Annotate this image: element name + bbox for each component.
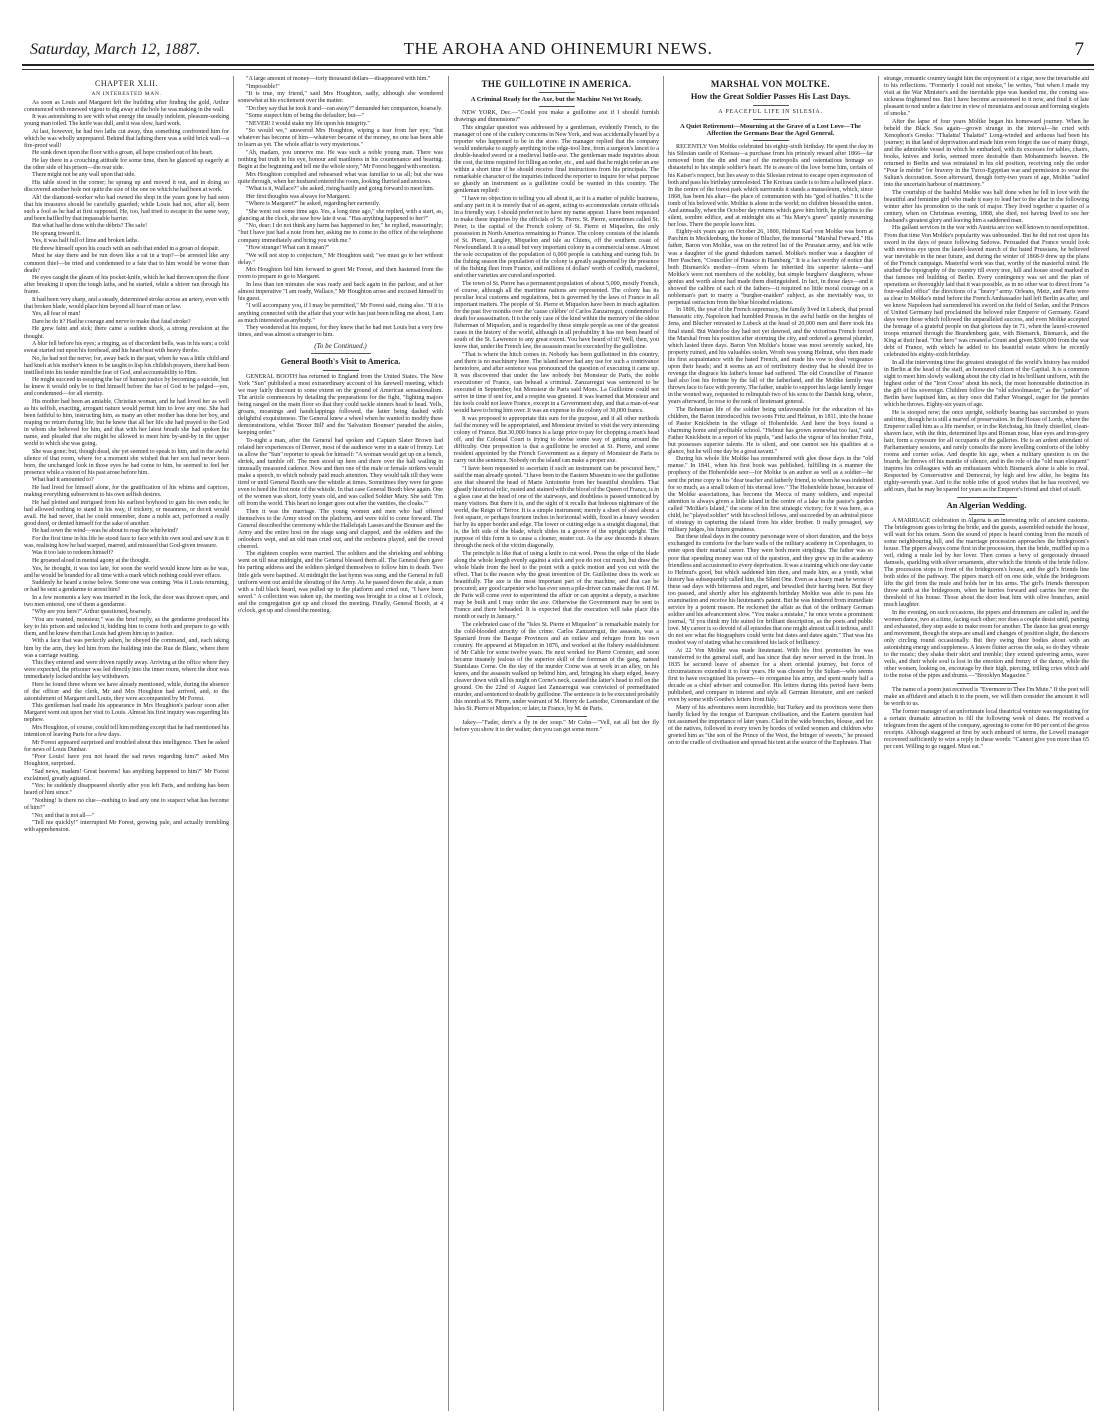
paragraph: There might not be any wall upon that side.	[32, 172, 136, 179]
paragraph: The name of a poem just received is "Evermore to Thee I'm Mute." If the poet will make an affidavit and attach it to the poem, we will then consider the amount it will be worth to us.	[884, 687, 1089, 708]
paragraph: This they entered and were driven rapidly away. Arriving at the office where they were expected, the prisoner was led directly into the inner room, where the door was immediately locked and the key withdrawn.	[24, 660, 229, 681]
paragraph: "Tell me quickly!" interrupted Mr Forest, growing pale, and actually trembling with apprehension.	[24, 820, 229, 834]
column-3-guillotine	[454, 76, 659, 1411]
paragraph: As soon as Louis and Margaret left the building after finding the gold, Arthur commenced with renewed vigour to dig away at the hole he was making in the wall.	[24, 99, 229, 113]
paragraph: Yes, he thought, it was too late, for soon the world would know him as he was, and he would be branded for all time with a mark which nothing could ever efface.	[24, 565, 229, 579]
paragraph: Mr Forest appeared surprised and troubled about this intelligence. Then he asked for news of Louis Dunbar.	[24, 739, 229, 753]
section-rule	[323, 370, 359, 371]
section-rule	[957, 683, 1017, 684]
paragraph: The courtship of the bashful Moltke was half done when he fell in love with the beautiful and feminine girl who made it easy to lead her to the altar in the following winter after his promotion to the rank of major. They lived together a quarter of a century, when on Christmas evening, 1868, she died, not having lived to see her husband's greatest glory and leaving him a saddened man.	[884, 189, 1089, 224]
column-divider	[663, 76, 664, 1411]
paragraph: Then it was the marriage. The young women and men who had offered themselves to the Army stood on the platform, and were told to come forward. The General described the ceremony while the Hallelujah Lasses and the Bounser and the Army and the entire host on the stage sang and clapped, and the soldiers and the onlookers wept, and an old man cried out, and the orchestra played, and the crowd cheered.	[238, 508, 443, 550]
section-rule	[539, 92, 575, 93]
paragraph: "Yes; he suddenly disappeared shortly after you left Paris, and nothing has been heard of him since."	[24, 783, 229, 797]
masthead-rule	[22, 69, 1094, 70]
chapter-heading: CHAPTER XLII.	[95, 79, 158, 88]
paragraph: He threw himself upon his couch with an oath that ended in a groan of despair.	[32, 245, 220, 252]
paragraph: "It is true, my friend," said Mrs Houghton, sadly, although she wondered somewhat at his excitement over the matter.	[238, 91, 443, 105]
paragraph: "Impossible!"	[246, 83, 280, 90]
paragraph: Was it too late to redeem himself?	[32, 550, 114, 557]
section-rule	[753, 119, 789, 120]
paragraph: "No, dear; I do not think any harm has happened to her," he replied, reassuringly; "but I have just had a note from her, asking me to come to the office of the telephone company immediately and bring you with me."	[238, 223, 443, 244]
paragraph: NEW YORK, Dec.—"Could you make a guillotine axe if I should furnish drawings and dimensions?"	[454, 110, 659, 124]
paragraph: GENERAL BOOTH has returned to England from the United States. The New York "Sun" published a most extraordinary account of his farewell meeting, which we may fairly discount to some extent on the ground of American sensationalism. The article commences by detailing the preparations for the fight, "fighting majors being ranged on the main floor so that they could tackle sinners head to head. Yells, groans, moanings and handclappings followed, the latter being dashed with delightful exquisiteness. The General knew a wheel when he wanted to modify these demonstrations, whilst 'Boxer Bill' and the 'Salvation Bounser' paraded the aisles, keeping order."	[238, 373, 443, 437]
article-caption: A PEACEFUL LIFE IN SILESIA.	[718, 108, 823, 115]
column-1-serial-story	[24, 76, 229, 1411]
paragraph: He might succeed in escaping the bar of human justice by becoming a suicide, but he knew it would only be to find himself before the bar of God to be judged—yes, and condemned—for all eternity.	[24, 377, 229, 398]
section-rule	[753, 105, 789, 106]
paragraph: Mrs Houghton, of course, could tell him nothing except that he had mentioned his intention of leaving Paris for a few days.	[24, 725, 229, 739]
paragraph: At last, however, he had two laths cut away, thus something confronted him for which he was wholly unprepared. Behind that lathing there was a solid brick wall—a fire-proof wall!	[24, 128, 229, 149]
paragraph: "Sad news, madam! Great heavens! has anything happened to him?" Mr Forest exclaimed, greatly agitated.	[24, 768, 229, 782]
article-title-moltke: MARSHAL VON MOLTKE.	[710, 79, 831, 89]
article-title-guillotine: THE GUILLOTINE IN AMERICA.	[481, 79, 632, 89]
paragraph: But these ideal days in the country parsonage were of short duration, and the boys exchanged its comforts for the bare walls of the military academy in Copenhagen, to enter upon their martial career. They were both mere striplings. The father was so poor that spending money was out of the question, and they grew up in the academy friendless and accustomed to every deprivation. It was a training which one day came to Helmut's good, but which saddened him then, and made him, as a youth, what history has subsequently called him, the Silent One. Even as a hoary man he wrote of these sad days with bitterness and regret, and bewailed their having been. But they too passed, and shortly after his eighteenth birthday Moltke was able to pass his examination and receive his lieutenant's patent. But he was hindered from immediate service by a potent reason. He reckoned the affair as that of the ordinary German soldier and his advancement slow. "You make a mistake," he once wrote a prominent journal, "if you think my life suited for brilliant description, as the poets and public love. My career is so devoid of all episodes that one might almost call it tedious, and I do not see what the biographers could write but dates and dates again." That was his modest way of stating what he considered his lack of brilliancy.	[668, 534, 873, 647]
paragraph: Dare he do it? Had he courage and nerve to make that fatal stroke?	[32, 318, 191, 325]
paragraph: It had been very sharp, and a steady, determined stroke across an artery, even with that broken blade, would place him beyond all fear of man or law.	[24, 296, 229, 310]
paragraph: "She went out some time ago. Yes, a long time ago," she replied, with a start, as, glancing at the clock, she saw how late it was. "Has anything happened to her?"	[238, 208, 443, 222]
chapter-subtitle: AN INTERESTED MAN.	[91, 91, 162, 97]
column-divider	[233, 76, 234, 1411]
paragraph: "Why are you here?" Arthur questioned, hoarsely.	[32, 609, 152, 616]
article-subtitle: How the Great Soldier Passes His Last Days.	[690, 92, 851, 101]
paragraph: Mrs Houghton complied and rehearsed what was familiar to us all; but she was quite through, when her husband entered the room, looking flurried and anxious.	[238, 171, 443, 185]
paragraph: "What is it, Wallace?" she asked, rising hastily and going forward to meet him.	[246, 186, 435, 193]
section-rule	[957, 497, 1017, 498]
column-divider	[878, 76, 879, 1411]
newspaper-title: THE AROHA AND OHINEMURI NEWS.	[403, 39, 713, 58]
paragraph: During his whole life Moltke has remembered with glee those days in the "old manse." In 1841, when his first book was published, fulfilling in a manner the prophecy of the Hohenfelde seer—for Moltke is an author as well as a soldier—he sent the prime copy to his "dear teacher and fatherly friend, to whom he was indebted for so much, as a small token of his eternal love." The Hohenfelde house, because of the Moltke associations, has become the Mecca of many soldiers, and especial attention is always given a little island in the centre of a lake in the pastor's garden called "Moltke's Island," the scene of his first strategic victory; for it was here, as a child, he "played soldier" with his school fellows, and succeeded by an admiral piece of strategy in capturing the island from his elder brother. It really presaged, say military judges, his future greatness.	[668, 456, 873, 533]
paragraph: A blur fell before his eyes; a ringing, as of discordant bells, was in his ears; a cold sweat started out upon his forehead, and his heart beat with heavy throbs.	[24, 341, 229, 355]
masthead	[22, 38, 1094, 66]
column-2-story-continued	[238, 76, 443, 1411]
paragraph: It was proposed to appropriate this sum for the purpose, and if all other methods fail the money will be appropriated, and Monsieur invited to visit the very interesting colony of France. But 30,000 francs is a large price to pay for chopping a man's head off, and the Colonial Court is trying to devise some way of getting around the difficulty. One proposition is that a guillotine be erected at St. Pierre, and some resident appointed by the French Government as a deputy of Monsieur de Paris to carry out the sentence. Nobody on the island can make a proper axe.	[454, 415, 659, 465]
paragraph: His gallant services in the war with Austria are too well known to need repetition. From that time Von Moltke's popularity was unbounded. But he did not rest upon his sword in the days of peace following Sedowa. Persuaded that France would look with envious eye upon the laurel-leaved march of the hated Prussians, he believed war inevitable in the near future, and during the winter of 1868-9 drew up the plans of the French campaign. Masterful work was that, worthy of the masterful mind. He studied the topography of the country till every tree, hill and house stood marked in that famous red building of Berlin. Every contingency was set and the plan of operations so thoroughly laid that it was possible, as in no other war to direct from "a four-walled office" the directions of a "heavy" army. Orleans, Metz, and Paris were as clear to Moltke's mind before the French Ambassador had left Berlin as after, and we know Napoleon had surrendered his sword on the field of Sedan, and the Princes of United Germany had proclaimed the beloved ruler Emperor of Germany. Grand days were those which followed the unparalleled success, and even Moltke accepted the homage of a grateful people on that glorious day in 71, when the laurel-crowned troops returned through the Brandenburg gate, with Bismarck, Bismarck, and the King at their head. "Our hero" was created a Count and given $300,000 from the war debt of France, with which he added to his beautiful estate where he recently celebrated his eighty-sixth birthday.	[884, 225, 1089, 359]
section-rule	[311, 353, 371, 354]
paragraph: This singular question was addressed by a gentleman, evidently French, to the manager of one of the cutlery concerns in New York, and was accidentally heard by a reporter who happened to be in the store. The manager replied that the company would undertake to supply anything in the edge-tool line, from a surgeon's lancet to a double-headed sword or a medieval battle-axe. The gentleman made inquiries about the cost, the time required for filling an order, etc., and said that he might order an axe within a short time if he should receive final instructions from his principals. The remarkable character of the inquiries induced the reporter to inquire for what purpose so ghastly an instrument as a guillotine could be wanted in this country. The gentleman replied:	[454, 125, 659, 195]
paragraph: At 22 Von Moltke was made lieutenant. With his first promotion he was transferred to the general staff, and has since that day never served in the front. In 1835 he secured leave of absence for a short oriental journey, but force of circumstances extended it to four years. He was chosen by the Sultan—who seems first to have recognised his powers—to reorganise his army, and spent nearly half a decade as a chief adviser and counsellor. His letters during this period have been published, and compare in interest and style all German literature, and are ranked even by some with Goethe's letters from Italy.	[668, 647, 873, 703]
paragraph: "Nothing! Is there no clue—nothing to lead any one to suspect what has become of him?"	[24, 798, 229, 812]
paragraph: "A large amount of money—forty thousand dollars—disappeared with him."	[246, 76, 431, 82]
paragraph: Suddenly he heard a noise below. Some one was coming. Was it Louis returning, or had he sent a gendarme to arrest him?	[24, 580, 229, 594]
paragraph: He eyes caught the gleam of his pocket-knife, which he had thrown upon the floor after breaking it upon the tough laths, and he started, while a shiver ran through his frame.	[24, 275, 229, 296]
issue-date: Saturday, March 12, 1887.	[30, 41, 201, 58]
paragraph: "We will not stop to conjecture," Mr Houghton said; "we must go to her without delay."	[238, 252, 443, 266]
paragraph: It was astonishing to see with what energy the usually indolent, pleasure-seeking young man toiled. The knife was dull, and it was slow, hard work.	[24, 114, 229, 128]
paragraph: A MARRIAGE celebration in Algeria is an interesting relic of ancient customs. The bridegroom goes to bring the bride, and the guests, assembled outside the house, will wait for his return. Soon the sound of pipes is heard coming from the mouth of some neighbouring hill, and the marriage procession approaches the bridegroom's house. The pipers always come first in the procession, then the bride, muffled up in a veil, riding a mule led by her lover. Then comes a bevy of gorgeously dressed damsels, sparkling with silver ornaments, after which the friends of the bride follow. The procession stops in front of the bridegroom's house, and the girl's friends line both sides of the pathway. The pipers march off on one side, while the bridegroom lifts the girl from the mule and holds her in his arms. The girl's friends thereupon throw earth at the bridegroom, when he hurries forward and carries her over the threshold of his house. Those about the door beat him with olive branches, amid much laughter.	[884, 517, 1089, 609]
paragraph: Must he stay there and be run down like a rat in a trap?—be arrested like any common thief—be tried and condemned to a fate that to him would be worse than death?	[24, 253, 229, 274]
paragraph: Eighty-six years ago on October 26, 1800, Helmut Karl von Moltke was born at Parchim in Mecklenburg, the home of Blucher, the immortal "Marshal Forward." His father, Baron von Moltke, was on the retired list of the Prussian army, and his wife was a daughter of the grand dukedom named. Moltke's mother was a daughter of Herr Paschen, "Councillor of Finance in Hamburg." It is a fact worthy of notice that both Bismarck's mother—from whom he inherited his superior talents—and Moltke's were not members of the nobility, but simple burghers' daughters, whose genius and worth alone had made them distinguished. In fact, in those days—and it showed the calibre of each of the fathers—it required no little moral courage on a nobleman's part to marry a "burgher-maiden" subject, as she inevitably was, to perpetual ostracism from the blue blooded relations.	[668, 229, 873, 306]
paragraph: His table stood in the corner; he sprang up and moved it out, and in doing so discovered another hole not quite the size of the one on which he had been at work.	[24, 180, 229, 194]
paragraph: "How strange! What can it mean?"	[246, 245, 330, 252]
paragraph: The Bohemian life of the soldier being unfavourable for the education of his children, the Baron introduced his two sons Fritz and Helmut, in 1811, into the house of Pastor Knickbein in the village of Hohenfelde. And here the boys found a charming home and profitable school. "Helmut has grown somewhat too fast," said Father Knickbein in a report of his pupils, "and lacks the vigour of his brother Fritz, but possesses superior talents. He is silent, and one cannot see his qualities at a glance, but he will one day be a great savant."	[668, 406, 873, 455]
paragraph: Mrs Houghton bid him forward to greet Mr Forest, and then hastened from the room to prepare to go to Margaret.	[238, 267, 443, 281]
paragraph: He grew faint and sick; there came a sudden shock, a strong revulsion at the thought.	[24, 326, 229, 340]
paragraph: In all the intervening time the greatest strategist of the world's history has resided in Berlin at the head of the staff, an honoured citizen of the Capital. It is a common sight to meet him slowly walking about the city clad in his brilliant uniform, with the highest order of the "Iron Cross" about his neck, the most honourable distinction in the gift of his sovereign. Children follow the "old schoolmaster," as the "junker" of Berlin have baptised him, as they once did Father Wrangel, eager for the pennies which he throws. Eighty-six years of age.	[884, 359, 1089, 409]
paragraph: "I have no objection to telling you all about it, as it is a matter of public business, and any part in it is merely that of an agent, acting to accommodate certain officials in a friendly way. I should prefer not to have my name appear. I have been requested to make these inquiries by the officials of St. Pierre. St. Pierre, sometimes called St. Peter, is the capital of the French colony of St. Pierre et Miquelon, the only possession in North America remaining to France. The colony consists of the islands of St. Pierre, Langley, Miquelon and isle au Chiens, off the southern coast of Newfoundland. It is a small but very important colony in a commercial sense. Almost the sole occupation of the population of 6,000 people is catching and curing fish. In the fishing season the population of the colony is greatly augmented by the presence of the fishing fleet from France, and millions of dollars' worth of codfish, mackerel, and other varieties are cured and exported.	[454, 195, 659, 280]
column-5-moltke-continued	[884, 76, 1089, 1411]
article-title-algerian-wedding: An Algerian Wedding.	[946, 501, 1027, 511]
paragraph: "Ah, madam, you unnerve me. He was such a noble young man. There was nothing but truth in his eye, honour and manliness in his countenance and bearing. Begin at the beginning and tell me the whole story," Mr Forest begged with emotion.	[238, 149, 443, 171]
paragraph: Her first thoughts was always for Margaret.	[246, 193, 351, 200]
paragraph: The former manager of an unfortunate local theatrical venture was negotiating for a certain dramatic attraction to fill the following week of dates. He received a telegram from the agent of the company, agreeing to come for 80 per cent of the gross receipts. Although staggered at first by such unheard of terms, the Lowell manager recovered sufficiently to wire a reply in these words: "Cannot give you more than 65 per cent. Willing to go ragged. Must eat."	[884, 708, 1089, 751]
paragraph: With a face that was perfectly ashen, he obeyed the command, and, each taking him by the arm, they led him from the building into the Rue de Blanc, where there was a carriage waiting.	[24, 638, 229, 659]
joke-paragraph: Jakey—"Fader, dere's a fly in der soup." Mr Cohn—"Vell, eat all but der fly before you show it to der walter; den you can get some more."	[454, 720, 659, 734]
paragraph: Ah! the diamond-worker who had owned the shop in the years gone by had seen that his treasures should be carefully guarded; while Louis had not, after all, been such a fool as he had at first supposed. He, too, had tried to escape in the same way, and been baffled by that impassable barrier.	[24, 194, 229, 222]
section-rule	[539, 106, 575, 107]
paragraph: He sprang toward it.	[32, 230, 81, 237]
paragraph: He is stooped now; the once upright, soldierly bearing has succumbed to years and time, though he is still a marvel of preservation. In the House of Lords, where the Emperor called him as a life member, or in the Reichstag, his finely chiselled, clean-shaven face, with the thin, determined lips and Roman nose, blue eyes and iron-grey hair, form a cynosure for all occupants of the galleries. He is an ardent attendant of Parliamentary sessions, and rarely consults the more levelling comforts of the lobby rooms and corner sofas. And despite his age, when a military question is on the boards, he throws off his mantle of silence, and in the role of the "old man eloquent" inspires his colleagues with an enthusiasm which Bismarck alone is able to rival. Respected by Conservative and Democrat, by high and low alike, he begins his eighty-seventh year. And to the noble tribe of good wishes that he has received, we add ours, that he may be spared for years as the Emperor's friend and chief of staff.	[884, 409, 1089, 494]
paragraph: To-night a man, after the General had spoken and Captain Slater Brown had related her experiences of Denver, most of the audience were in a state of frenzy. Let us allow the "Sun" reporter to speak for himself: "A woman would get up on a bench, shriek, and tumble off. The men stood up here and there over the hall wailing in unusually measured cadence. Now and then one of the male or female strikers would make a speech, to which nobody paid much attention. They would talk till they were tired or until General Booth saw the whistle at times. Sometimes they were far gone even to heed the first note of the whistle. In that case General Booth blew again. One of the women was short, forty years old, and was called Soldier Mary. She said: 'I'm off from the world. This heart no longer goes out after the vanities, the cloaks.'"	[238, 437, 443, 508]
paragraph: He had lived for himself alone, for the gratification of his whims and caprices, making everything subservient to his own selfish desires.	[24, 484, 229, 499]
paragraph: His mother had been an amiable, Christian woman, and he had loved her as well as his selfish, exacting, arrogant nature would permit him to love any one. She had been faithful to him, instructing him, as many an other mother has done her boy, and reaping no return during life; but he knew that all her life she had prayed to the God in whom she believed for him, and that with her latest breath she had spoken his name, and pleaded that she might be allowed to meet him by-and-by in the upper world to which she was going.	[24, 398, 229, 448]
paragraph: He groaned aloud in mental agony at the thought.	[32, 557, 151, 564]
paragraph: This gentleman had made his appearance in Mrs Houghton's parlour soon after Margaret went out upon her visit to Louis. Almost his first inquiry was regarding his nephew.	[24, 703, 229, 724]
paragraph: The celebrated case of the "Isles St. Pierre et Miquelon" is remarkable mainly for the cold-blooded atrocity of the crime. Carlos Zanzarregui, the assassin, was a Spaniard from the Basque Provinces and an outlaw and refugee from his own country. He appeared at Miquelon in 1876, and worked at the fishery establishment of Mr Cable for some twelve years. He next worked for Pierre Cormier, and soon became insanely jealous of the superior skill of the foreman of the gang, named Stanislaus Corne. On the day of the murder Corne was at work in an alley, on his knees, and the assassin walked up behind him, and, bringing his sharp edged, heavy cleaver down with all his might on Corne's neck, caused the latter's head to roll on the ground. On the 22nd of August last Zanzarregui was convicted of premeditated murder, and sentenced to death by guillotine. The sentence is to be executed probably this month at St. Pierre, under warrant of M. Henry de Lamothe, Commandant of the Isles St. Pierre et Miquelon; or later, in France, by M. de Paris.	[454, 621, 659, 713]
column-4-von-moltke	[668, 76, 873, 1411]
paragraph: Many of his adventures seem incredible, but Turkey and its provinces were then hardly licked by the tongue of European civilisation, and the Eastern question had not assumed the importance of later years. Clad in the wide breeches, blouse, and fez of the natives, followed in every town by hordes of veiled women and children who greeted him as "the son of the Prince of the West, the bringer of sweets," he pressed on to the cradle of civilisation and spread his tent at the source of the Euphrates. That	[668, 704, 873, 746]
paragraph: "I have been requested to ascertain if such an instrument can be procured here," said the man already quoted. "I have been to the Eastern Museum to see the guillotine axe that sheared the head of Marie Antoinette from her beautiful shoulders. That ghastly historical relic, rusted and stained with the blood of the Queen of France, is in a glass case at the head of one of the stairways, and doubtless is passed unnoticed by many visitors. But there it is, and the sight of it recalls that hideous nightmare of the world, the Reign of Terror. It is a simple instrument; merely a sheet of steel about a foot square, or perhaps fourteen inches in horizontal width, fixed in a heavy wooden bar by its upper border and edge. The lower or cutting edge is a straight diagonal, that is, the left side of the blade, which slides in a groove of the upright upright. The purpose of this form is to cause a cleaner, neater cut. As the axe descends it shears through the neck of the victim diagonally.	[454, 465, 659, 550]
paragraph: He had plotted and intrigued from his earliest boyhood to gain his own ends; he had allowed nothing to stand in his way, if trickery, or meanness, or deceit would avail. He had never, that he could remember, done a noble act, performed a really good deed, or denied himself for the sake of another.	[24, 499, 229, 527]
article-subtitle: A Criminal Ready for the Axe, but the Machine Not Yet Ready.	[470, 96, 643, 103]
paragraph: But what had he done with the débris? The safe!	[32, 223, 148, 230]
paragraph: Yes, all fear of man!	[32, 311, 81, 318]
paragraph: The town of St. Pierre has a permanent population of about 5,000, mostly French, of course, although all the maritime nations are represented. The colony has its peculiar local customs and regulations, but is governed by the laws of France in all important matters. The people of St. Pierre et Miquelon have been in much agitation for the past five months over the 'cause célèbre' of Carlos Zanzarregui, condemned to death for assassination. It is the only case of the kind within the memory of the oldest fisherman of Miquelon, and is regarded by these simple people as one of the greatest cases in the history of the world, although in all probability it has not been heard of south of the St. Lawrence to any great extent. You have heard of it? Well, then, you know that, under the French law, the assassin must be executed by the guillotine.	[454, 281, 659, 351]
section-rule	[753, 140, 789, 141]
section-rule	[527, 716, 587, 717]
paragraph: Yes, it was half full of lime and broken laths.	[32, 238, 139, 245]
paragraph: "I will accompany you, if I may be permitted," Mr Forest said, rising also. "If it is anything connected with the affair that your wife has just been telling me about, I am as much interested as anybody."	[238, 303, 443, 324]
paragraph: He had sown the wind—was he about to reap the whirlwind?	[32, 528, 178, 535]
page-number: 7	[1074, 39, 1084, 60]
article-title-booth: General Booth's Visit to America.	[280, 357, 401, 367]
paragraph: What had it amounted to?	[32, 477, 94, 484]
paragraph: She was gone; but, though dead, she yet seemed to speak to him, and in the awful silence of that room, where for a moment she wished that her son had never been born, the unchanged look in those eyes he had come to him, he seemed to feel her presence while a vision of his past arose before him.	[24, 448, 229, 476]
paragraph: They wondered at his request, for they knew that he had met Louis but a very few times, and was almost a stranger to him.	[238, 325, 443, 339]
paragraph: "That is where the hitch comes in. Nobody has been guillotined in this country, and there is no machinery here. The island never had any use for such a contrivance heretofore, and after sentence was pronounced the question of executing it came up. It was discovered that under the law nobody but Monsieur de Paris, the noble executioner of France, can behead a criminal. Zanzarregui was sentenced to be executed in September, but Monsieur de Paris said Mons. La Guillotine could not arrive in time if sent for, and a respite was granted. It was learned that Monsieur and his tools could not leave France, except in a Government ship, and that a man-of-war would have to bring him over. It was an expense to the colony of 30,000 francs.	[454, 352, 659, 415]
column-divider	[448, 76, 449, 1411]
paragraph: RECENTLY Von Moltke celebrated his eighty-sixth birthday. He spent the day in his Silesian castle of Kreisau—a purchase from his princely reward after 1866—far removed from the din and roar of the metropolis and ostentatious homage so distasteful to his simple soldier's heart. He is aware of the love borne him, certain of his Kaiser's respect, but lies away to this Silesian retreat to escape open expression of both and pass his birthday unmolested. The Kreisau castle is to him a hallowed place. In the centre of the forest park which surrounds it stands a mausoleum, which, since 1868, has been his altar—the place of communion with his "god of battles." It is the tomb of his beloved wife. Moltke is alone in the world; no children blessed the union. And annually, when the October day returns which gave him birth, he pilgrims to the silent, sombre edifice, and at midnight sits at "his Mary's grave" quietly mourning her loss. There the people leave him.	[668, 144, 873, 228]
paragraph: "So would we," answered Mrs Houghton, wiping a tear from her eye; "but whatever has become of him—whatever became of the money, no one has been able to learn as yet. The whole affair is very mysterious."	[238, 128, 443, 149]
paragraph: The eighteen couples were married. The soldiers and the shrieking and sobbing went on till near midnight, and the General blessed them all. The General then gave his parting address and the soldiers pledged themselves to follow him to death. Two little girls were baptised. At midnight the last hymn was sung, and the General in full uniform went out amid the shouting of the Army. As he passed down the aisle, a man with a full black beard, was pulled up to the platform and cried out, "I have been saved." A collection was taken up, the meeting was brought to a close at 1 o'clock, and the congregation got up and closed the meeting. Finally, General Booth, at 4 o'clock, got up and closed the meeting.	[238, 551, 443, 614]
paragraph: "Some suspect him of being the defaulter; but—"	[246, 113, 365, 120]
paragraph: "Where is Margaret?" he asked, regarding her earnestly.	[246, 201, 381, 208]
paragraph: "No; and that is not all—"	[32, 812, 95, 819]
paragraph: "NEVER! I would stake my life upon his integrity."	[246, 120, 370, 127]
paragraph: No, he had not the nerve; for, away back in the past, when he was a little child and had knelt at his mother's knees to be taught to lisp his childish prayers, there had been instilled into his tender mind the fear of God, and accountability to Him.	[24, 355, 229, 376]
article-summary: A Quiet Retirement—Mourning at the Grave of a Lost Love—The Affection the Germans Bear the Aged General.	[680, 122, 861, 137]
paragraph: Here he found three whom we have already mentioned, while, during the absence of the officer and the clerk, Mr and Mrs Houghton had arrived, and, to the astonishment of Margaret and Louis, they were accompanied by Mr Forest.	[24, 681, 229, 702]
paragraph: In the evening, on such occasions, the pipers and drummers are called in, and the women dance, two at a time, facing each other; nor does a couple desist until, panting and exhausted, they step aside to make room for another. The dance has great energy and movement, though the steps are small and changes of position slight, the dancers only circling round occasionally. But they swing their bodies about with an astonishing energy and suppleness. A leaves flutter across the sala, so do they vibrate to the music; they shake their skirt and tremble; they extend quivering arms, wave veils, and their whole soul is lost in the emotion and frenzy of the dance, while the other women, looking on, encourage by their high, piercing, trilling cries which add to the noise of the pipes and drums.—"Brooklyn Magazine."	[884, 609, 1089, 680]
paragraph: The principle is like that of using a knife to cut wool. Press the edge of the blade along the whole length evenly against a stick and you do not cut much, but draw the whole blade from the heel to the point with a quick motion and you cut with the effect. That is the reason why the great invention of Dr. Guillotine does its work so beautifully. The axe is the most important part of the machine, and that can be procured; any good carpenter who has ever seen a pile-driver can make the rest. If M. de Paris will come over to superintend the affair or can appoint a deputy, a machine may be built and I may order the axe. Otherwise the Government may be sent to France and there beheaded. It is expected that the execution will take place this month or early in January."	[454, 550, 659, 621]
paragraph: He sunk down upon the floor with a groan, all hope crushed out of his heart.	[32, 150, 214, 157]
section-rule	[969, 514, 1005, 515]
paragraph: For the first time in his life he stood face to face with his own soul and saw it as it was, realising how he had warped, marred, and misused that God-given treasure.	[24, 535, 229, 549]
paragraph: "Do they say that he took it and—ran away?" demanded her companion, hoarsely.	[246, 105, 443, 112]
paragraph: In less than ten minutes she was ready and back again in the parlour, and at her almost imperative "I am ready, Wallace," Mr Houghton arose and excused himself to his guest.	[238, 281, 443, 302]
paragraph: "Poor Louis! have you not heard the sad news regarding him?" asked Mrs Houghton, surprised.	[24, 754, 229, 768]
paragraph: After the lapse of four years Moltke began his homeward journey. When he beheld the Black Sea again—grown strange in the interval—he cried with Xenophon's Greeks: "Thalatta! Thalatta!" Long-winded and arduous had been his journey; in that land of deprivation and made him even forget the use of many things, and the admirable vessel in which he embarked, with its excesses for tables, chairs, books, knives and forks, seemed more desirable than Mohammed's heaven. He returned to Berlin and was reinstated in his old position, receiving only the order "Pour le mérite" for bravery in the Turco-Egyptian war and permission to wear the Sultan's decoration. Soon afterward, though forty-two years of age, Moltke "sailed into the uncertain harbour of matrimony."	[884, 118, 1089, 189]
paragraph: "You are wanted, monsieur," was the brief reply, as the gendarme produced his key to his prison and unlocked it, bidding him to come forth and prepare to go with them, and he knew then that Louis had given him up to justice.	[24, 616, 229, 637]
paragraph: strange, romantic country taught him the enjoyment of a cigar, now the invariable aid to his reflections. "Formerly I could not smoke," he writes, "but when I made my visit at the War Minister's and the inevitable pipe was handed me, the coming sea-sickness frightened me. But I have become accustomed to it now, and find it of late pleasant to nod under a date tree in view of mountains and ocean and forming sieglets of smoke."	[884, 76, 1089, 118]
paragraph: In a few moments a key was inserted in the lock, the door was thrown open, and two men entered, one of them a gendarme.	[24, 594, 229, 608]
paragraph: In 1806, the year of the French supremacy, the family lived in Lubeck, that proud Hanseatic city. Napoleon had humbled Prussia in the awful battle on the heights of Jena, and Blucher retreated to Lubeck at the head of 20,000 men and there took his final stand. But Waterloo day had not yet dawned, and the victorious French forced the Marshal from his position after storming the city, and ordered a general plunder, which lasted three days. Baron Von Moltke's house was most severely sacked, his property ruined, and his valuables stolen. Wroth was young Helmut, who then made his first acquaintance with the hated French, and made his vow to deal vengeance upon their heads; and it seems an act of retributory destiny that he should live to revenge the disgrace his father's house had suffered. The old Councillor of Finance had also lost his fortune by the fall of the fatherland, and the Moltke family was thrown face to face with poverty. The father, unable to support his large family longer in the wonted way, requested to relinquish two of his sons to the Danish king, where, years afterward, he rose to the rank of lieutenant general.	[668, 307, 873, 405]
to-be-continued: (To be Continued.)	[314, 342, 367, 351]
paragraph: He lay there in a crouching attitude for some time, then he glanced up eagerly at the other side of his prison—the rear side.	[24, 157, 229, 171]
